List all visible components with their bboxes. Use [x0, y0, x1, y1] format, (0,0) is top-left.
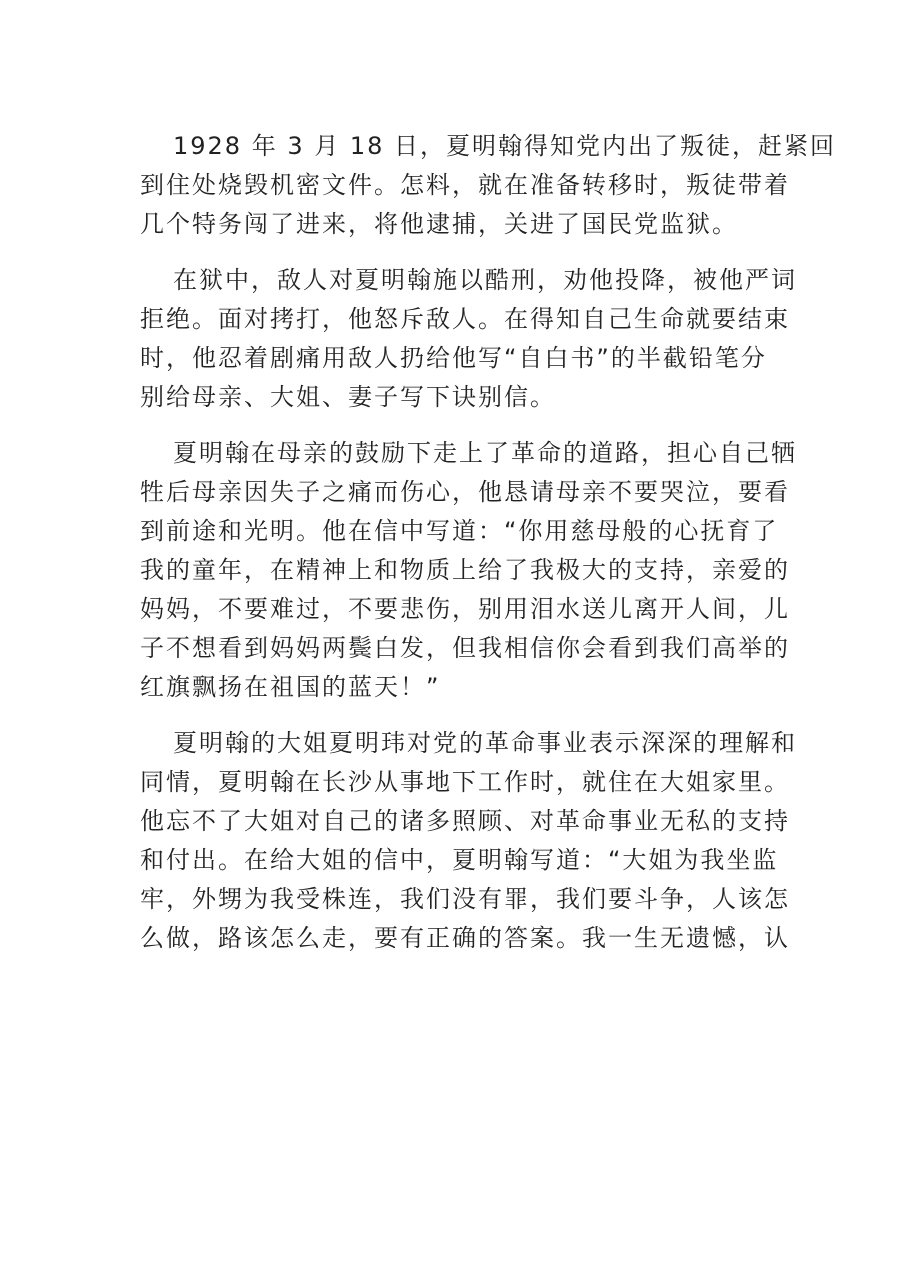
text-line: 牢，外甥为我受株连，我们没有罪，我们要斗争，人该怎: [140, 885, 790, 913]
text-line: 么做，路该怎么走，要有正确的答案。我一生无遗憾，认: [140, 924, 790, 952]
text-line: 时，他忍着剧痛用敌人扔给他写“自白书”的半截铅笔分: [140, 344, 767, 372]
paragraph-gap: [140, 707, 770, 724]
text-line: 夏明翰在母亲的鼓励下走上了革命的道路，担心自己牺: [173, 439, 797, 467]
text-line: 别给母亲、大姐、妻子写下诀别信。: [140, 383, 556, 411]
text-line: 在狱中，敌人对夏明翰施以酷刑，劝他投降，被他严词: [173, 266, 797, 294]
document-body: [140, 127, 837, 958]
text-line: 子不想看到妈妈两鬓白发，但我相信你会看到我们高举的: [140, 634, 790, 662]
text-line: 到住处烧毁机密文件。怎料，就在准备转移时，叛徒带着: [140, 171, 790, 199]
text-line: 夏明翰的大姐夏明玮对党的革命事业表示深深的理解和: [173, 729, 797, 757]
text-line: 我的童年，在精神上和物质上给了我极大的支持，亲爱的: [140, 556, 790, 584]
text-line: 1928 年 3 月 18 日，夏明翰得知党内出了叛徒，赶紧回: [173, 132, 837, 160]
paragraph-1: [140, 127, 837, 244]
text-line: 拒绝。面对拷打，他怒斥敌人。在得知自己生命就要结束: [140, 305, 790, 333]
text-line: 红旗飘扬在祖国的蓝天！”: [140, 673, 441, 701]
text-line: 妈妈，不要难过，不要悲伤，别用泪水送儿离开人间，儿: [140, 595, 790, 623]
text-line: 几个特务闯了进来，将他逮捕，关进了国民党监狱。: [140, 210, 738, 238]
paragraph-3: [140, 434, 797, 707]
text-line: 和付出。在给大姐的信中，夏明翰写道：“大姐为我坐监: [140, 846, 779, 874]
text-line: 同情，夏明翰在长沙从事地下工作时，就住在大姐家里。: [140, 768, 790, 796]
text-line: 他忘不了大姐对自己的诸多照顾、对革命事业无私的支持: [140, 807, 790, 835]
paragraph-4: [140, 724, 797, 958]
paragraph-gap: [140, 244, 770, 261]
text-line: 到前途和光明。他在信中写道：“你用慈母般的心抚育了: [140, 517, 779, 545]
text-line: 牲后母亲因失子之痛而伤心，他恳请母亲不要哭泣，要看: [140, 478, 790, 506]
paragraph-gap: [140, 417, 770, 434]
paragraph-2: [140, 261, 797, 417]
